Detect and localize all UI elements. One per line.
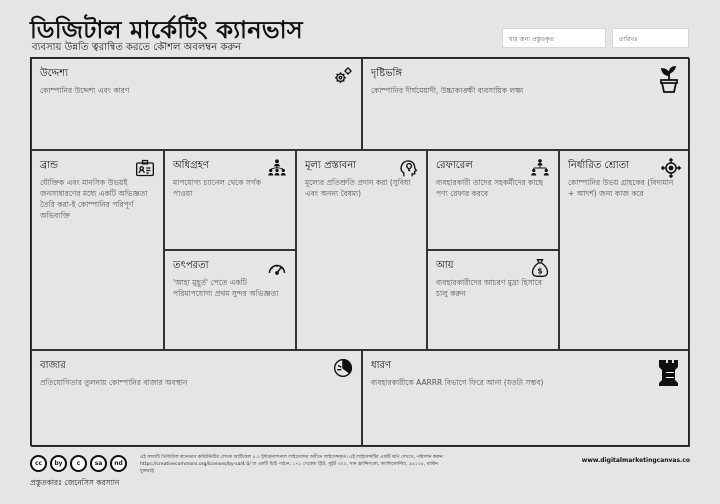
head-lightbulb-icon <box>398 158 418 178</box>
cell-title: রেফারেল <box>436 160 473 171</box>
cell-title: আয় <box>436 260 454 271</box>
money-bag-icon <box>530 258 550 278</box>
cell-text: কোম্পানির দীর্ঘমেয়াদী, উচ্চাকাঙ্ক্ষী ব্যবসায়িক লক্ষ্য <box>371 86 524 95</box>
cell-market[interactable] <box>31 350 362 447</box>
cell-text: ব্যবহারকারীকে AARRR বিভাগে ফিরে আনা (যতটা সম্ভব) <box>371 378 544 387</box>
nd-badge: nd <box>110 455 127 472</box>
cell-vision[interactable] <box>362 58 690 150</box>
cell-retention[interactable] <box>362 350 690 447</box>
cell-text: 'আহা মুহূর্ত' পেতে একটি পরিমাপযোগ্য প্রথম সুন্দর অভিজ্ঞতা <box>173 278 279 298</box>
date-field[interactable]: তারিখঃ <box>612 28 689 48</box>
cell-brand[interactable] <box>31 150 164 350</box>
cell-title: মূল্য প্রস্তাবনা <box>305 160 357 171</box>
cell-text: মাপযোগ্য চ্যানেল থেকে সর্গক পাওয়া <box>173 178 261 198</box>
cell-text: কোম্পানির উভয় গ্রাহকের (বিদ্যমান + আদর্শ) জন্য কাজ করে <box>568 178 674 198</box>
cell-text: যৌক্তিক এবং মানসিক উভয়ই জনসাধারণের মধ্যে একটি অভিজ্ঞতা তৈরি করা-ই কোম্পানির পরিপূর্ণ অভিব্যক্তি <box>40 178 148 220</box>
prepared-for-field[interactable]: যার জন্য প্রস্তুতকৃত <box>502 28 606 48</box>
cell-purpose[interactable] <box>31 58 362 150</box>
cell-acquisition[interactable] <box>164 150 296 250</box>
target-crosshair-icon <box>661 158 681 178</box>
network-people-icon <box>267 158 287 178</box>
cell-text: মূল্যের প্রতিশ্রুতি প্রদান করা (সুবিধা এবং অনন্য বৈষম্য) <box>305 178 411 198</box>
cell-title: ব্রান্ড <box>40 160 58 171</box>
license-text: এই কাজটি ডিজিটাল ক্যানভাস কমিউনিটির লেখক আর্টিকেল ৪.০ ইন্টারন্যাশনাল লাইসেন্সের অধীনে লাইসেন্সকৃত। এই লাইসেন্সটির একটি কপি দেখতে, পরিদর্শন করুন: https://creativecommons.org/licenses/by-sa/4.0/ বা একটি চিঠি পাঠান, ১৭১ সেকেন্ড স্ট্রিট, সুইট ৩০০, সান ফ্রান্সিসকো, ক্যালিফোর্নিয়া, ৯৪১০৫, মার্কিন যুক্তরাষ্ট্র <box>140 455 444 474</box>
cell-value-proposition[interactable] <box>296 150 427 350</box>
cell-referral[interactable] <box>427 150 559 250</box>
svg-text:$: $ <box>537 266 543 276</box>
id-card-icon <box>135 158 155 178</box>
gears-icon <box>333 66 353 86</box>
cell-title: বাজার <box>40 360 66 371</box>
cell-title: দৃষ্টিভঙ্গি <box>371 68 403 79</box>
cell-text: ব্যবহারকারী তাদের সহকর্মীদের কাছে পণ্য রেফার করবে <box>436 178 544 198</box>
license-badges <box>30 455 127 472</box>
copyright-badge: c <box>70 455 87 472</box>
speed-gauge-icon <box>267 258 287 278</box>
cell-target-audience[interactable] <box>559 150 690 350</box>
referral-tree-icon <box>530 158 550 178</box>
page-subtitle: ব্যবসায় উন্নতি ত্বরান্বিত করতে কৌশল অবলম্বন করুন <box>32 42 242 53</box>
cell-title: ধারণ <box>371 360 392 371</box>
cell-title: তৎপরতা <box>173 260 209 271</box>
sa-badge: sa <box>90 455 107 472</box>
cell-text: কোম্পানির উদ্দেশ্য এবং কারণ <box>40 86 130 95</box>
cell-title: নির্ধারিত শ্রোতা <box>568 160 630 171</box>
cc-badge: cc <box>30 455 47 472</box>
cell-revenue[interactable] <box>427 250 559 350</box>
cell-title: উদ্দেশ্য <box>40 68 69 79</box>
cell-text: প্রতিযোগিতার তুলনায় কোম্পানির বাজার অবস্থান <box>40 378 188 387</box>
canvas-board <box>30 57 689 446</box>
cell-text: ব্যবহারকারীদের আচরণ মুদ্রা হিসাবে চালু করুন <box>436 278 542 298</box>
chess-rook-icon <box>659 358 681 388</box>
website-link[interactable]: www.digitalmarketingcanvas.co <box>581 457 690 464</box>
prepared-by: প্রস্তুতকারঃ জেনেসিস করস্যান <box>30 478 120 487</box>
page-title: ডিজিটাল মার্কেটিং ক্যানভাস <box>30 16 303 44</box>
potted-plant-icon <box>657 66 681 94</box>
cell-activation[interactable] <box>164 250 296 350</box>
cell-title: অধিগ্রহণ <box>173 160 209 171</box>
pie-chart-icon <box>333 358 353 378</box>
by-badge: by <box>50 455 67 472</box>
